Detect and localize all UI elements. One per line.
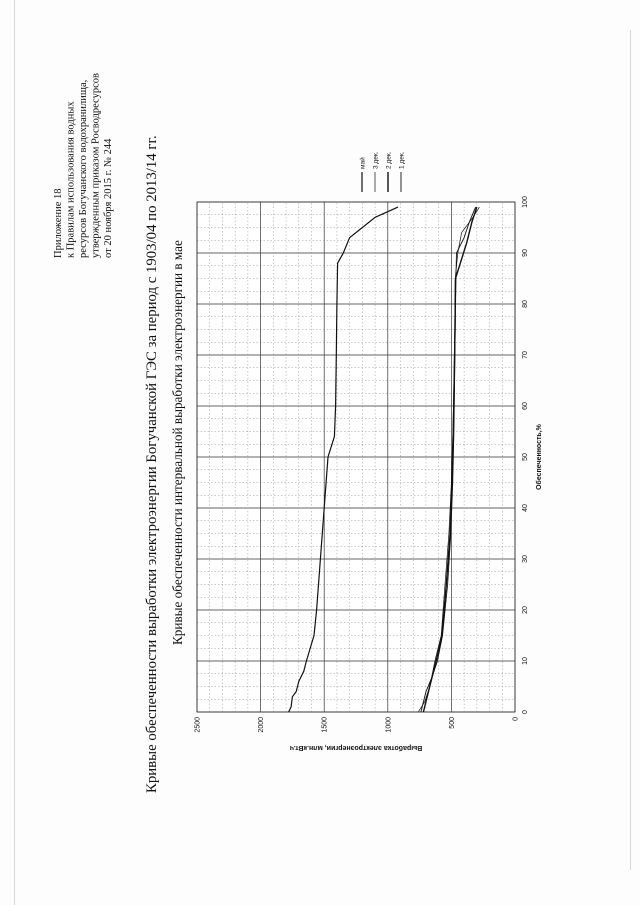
appendix-line-1: Приложение 18 xyxy=(53,188,64,258)
legend-label-3: 3 дек. xyxy=(372,151,380,169)
chart-title: Кривые обеспеченности интервальной выработки электроэнергии в мае xyxy=(170,240,185,645)
appendix-line-2: к Правилам использования водных xyxy=(65,101,77,258)
y-tick-label: 1500 xyxy=(321,717,329,733)
x-tick-label: 10 xyxy=(522,657,529,665)
x-tick-label: 50 xyxy=(522,453,529,461)
x-tick-label: 90 xyxy=(522,249,529,257)
main-title: Кривые обеспеченности выработки электроэнергии Богучанской ГЭС за период с 1903/04 по 2013/14 гг. xyxy=(144,135,160,793)
chart-grid xyxy=(197,202,515,712)
x-tick-label: 40 xyxy=(522,504,529,512)
x-axis-label: Обеспеченность,% xyxy=(536,424,543,490)
x-tick-label: 20 xyxy=(522,606,529,614)
legend-label-4: май xyxy=(359,157,367,169)
appendix-line-5: от 20 ноября 2015 г. № 244 xyxy=(103,138,114,258)
y-axis-label: Выработка электроэнергии, млн.кВт.ч xyxy=(289,744,423,751)
x-tick-label: 80 xyxy=(522,300,529,308)
y-tick-label: 0 xyxy=(512,717,520,721)
appendix-line-4: утвержденным приказом Росводресурсов xyxy=(90,73,102,258)
y-tick-label: 1000 xyxy=(385,717,393,733)
x-tick-labels xyxy=(522,196,529,714)
x-tick-label: 30 xyxy=(522,555,529,563)
y-tick-label: 2500 xyxy=(194,717,202,733)
chart-legend xyxy=(359,151,406,192)
x-tick-label: 0 xyxy=(522,710,529,714)
y-tick-label: 2000 xyxy=(258,717,266,733)
appendix-block xyxy=(53,73,114,258)
legend-label-2: 2 дек. xyxy=(385,151,393,169)
x-tick-label: 60 xyxy=(522,402,529,410)
y-tick-label: 500 xyxy=(448,717,456,729)
legend-label-1: 1 дек. xyxy=(398,151,406,169)
appendix-line-3: ресурсов Богучанского водохранилища, xyxy=(78,79,89,258)
x-tick-label: 70 xyxy=(522,351,529,359)
x-tick-label: 100 xyxy=(522,196,529,208)
y-tick-labels xyxy=(195,717,520,733)
probability-chart xyxy=(195,151,544,752)
